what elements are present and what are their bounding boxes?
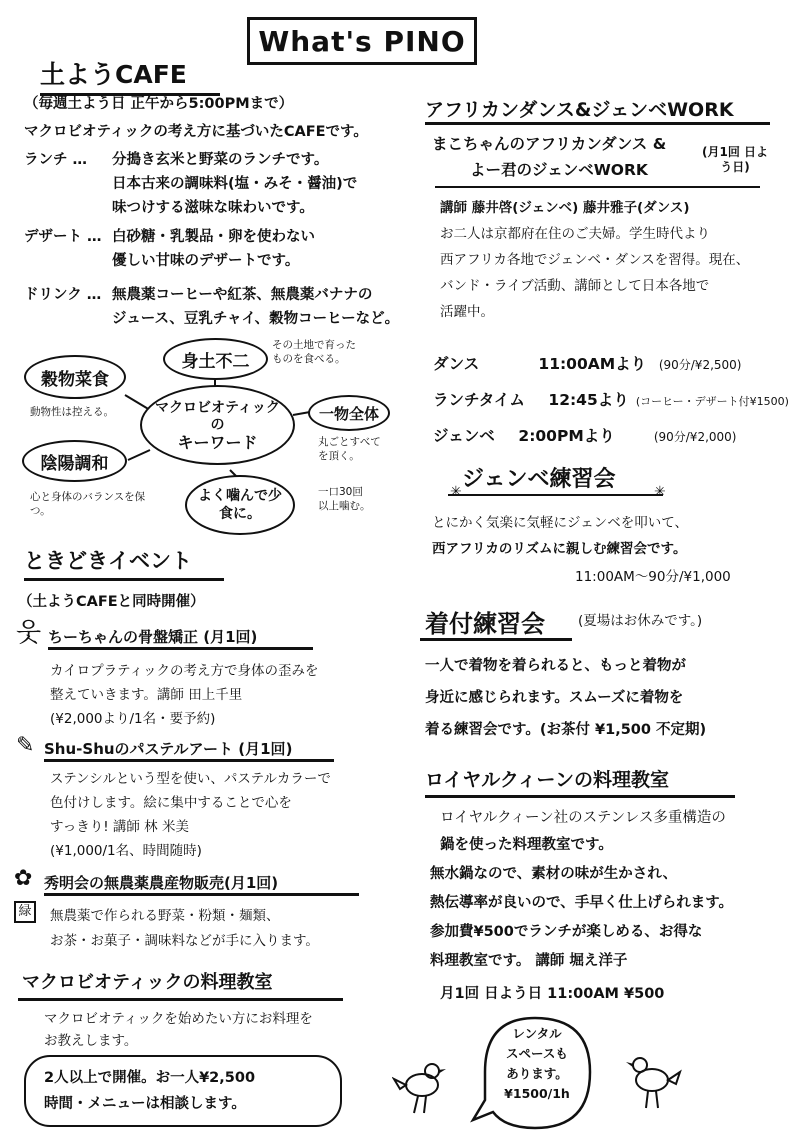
kitsuke-line: 身近に感じられます。スムーズに着物を: [425, 690, 684, 706]
macro-class-line: マクロビオティックを始めたい方にお料理を: [44, 1011, 313, 1027]
rental-line: あります。: [506, 1066, 568, 1081]
event-line: 無農薬で作られる野菜・粉類・麺類、: [50, 908, 280, 924]
macro-class-title-rule: [18, 998, 343, 1001]
keyword-chew-well: よく噛んで少食に。: [185, 475, 295, 535]
event-line: お茶・お菓子・調味料などが手に入ります。: [50, 933, 319, 949]
african-line: お二人は京都府在住のご夫婦。学生時代より: [440, 226, 710, 242]
schedule-row-djembe: [433, 424, 736, 446]
schedule-row-lunch: [433, 388, 789, 410]
event-line: (¥1,000/1名、時間随時): [50, 843, 202, 859]
royal-title: ロイヤルクィーンの料理教室: [425, 765, 735, 798]
keyword-center: [140, 385, 295, 465]
event-title: 秀明会の無農薬農産物販売(月1回): [44, 872, 359, 896]
african-sub-line: よー君のジェンベWORK: [470, 161, 648, 179]
djembe-title-rule: [448, 494, 663, 496]
royal-line: 参加費¥500でランチが楽しめる、お得な: [430, 924, 703, 940]
keyword-center-line: マクロビオティック: [155, 399, 280, 416]
bird-icon: [392, 1055, 452, 1117]
events-title: ときどきイベント: [24, 545, 224, 581]
event-title: ちーちゃんの骨盤矯正 (月1回): [48, 626, 313, 650]
royal-line: 鍋を使った料理教室です。: [440, 837, 613, 853]
kitsuke-line: 一人で着物を着られると、もっと着物が: [425, 658, 686, 674]
african-frequency: (月1回 日よう日): [701, 145, 768, 174]
keyword-note: その土地で育ったものを食べる。: [272, 339, 356, 365]
schedule-name: ダンス: [433, 355, 480, 373]
african-line: 講師 藤井啓(ジェンベ) 藤井雅子(ダンス): [440, 200, 690, 216]
schedule-time: 12:45より: [548, 391, 629, 409]
kitsuke-note: (夏場はお休みです。): [578, 613, 703, 629]
cafe-item-line: 白砂糖・乳製品・卵を使わない: [112, 229, 315, 245]
keyword-shindo-funi: 身土不二: [163, 338, 268, 380]
event-line: (¥2,000より/1名・要予約): [50, 711, 216, 727]
schedule-name: ランチタイム: [433, 391, 525, 409]
schedule-time: 11:00AMより: [538, 355, 647, 373]
rental-line: ¥1500/1h: [504, 1086, 570, 1101]
royal-line: ロイヤルクィーン社のステンレス多重構造の: [440, 810, 726, 826]
event-line: ステンシルという型を使い、パステルカラーで: [50, 771, 331, 787]
african-line: バンド・ライブ活動、講師として日本各地で: [440, 278, 710, 294]
kitsuke-line: 着る練習会です。(お茶付 ¥1,500 不定期): [425, 722, 707, 738]
keyword-note: 一口30回以上噛む。: [318, 486, 371, 512]
cafe-intro: マクロビオティックの考え方に基づいたCAFEです。: [24, 124, 368, 140]
kitsuke-title: 着付練習会: [425, 610, 545, 638]
african-sub-line: まこちゃんのアフリカンダンス &: [432, 135, 667, 153]
royal-line: 熱伝導率が良いので、手早く仕上げられます。: [430, 895, 734, 911]
macro-class-info-box: [24, 1055, 342, 1127]
keyword-ichibutsu-zentai: 一物全体: [308, 395, 390, 431]
bird-icon: [622, 1050, 682, 1112]
african-line: 活躍中。: [440, 304, 494, 320]
cafe-title: 土ようCAFE: [40, 55, 220, 96]
cafe-item-line: 味つけする滋味な味わいです。: [112, 200, 314, 216]
cafe-item-line: 優しい甘味のデザートです。: [112, 253, 300, 269]
schedule-name: ジェンベ: [433, 427, 495, 445]
rental-line: レンタル: [512, 1026, 562, 1041]
schedule-time: 2:00PMより: [518, 427, 615, 445]
african-sub-rule: [435, 186, 760, 188]
macro-class-box-line: 時間・メニューは相談します。: [44, 1096, 246, 1112]
leaf-stamp-icon: 緑: [14, 901, 36, 923]
keyword-center-line: の: [210, 416, 225, 433]
macro-class-line: お教えします。: [44, 1033, 138, 1049]
kitsuke-title-rule: [420, 638, 572, 641]
events-subtitle: （土ようCAFEと同時開催）: [18, 594, 205, 610]
djembe-line: とにかく気楽に気軽にジェンベを叩いて、: [432, 515, 688, 531]
african-line: 西アフリカ各地でジェンベ・ダンスを習得。現在、: [440, 252, 750, 268]
cafe-item-line: ジュース、豆乳チャイ、穀物コーヒーなど。: [112, 311, 400, 327]
cafe-item-label: ドリンク …: [24, 287, 102, 303]
cafe-schedule: （毎週土よう日 正午から5:00PMまで）: [24, 96, 294, 112]
schedule-note: (コーヒー・デザート付¥1500): [635, 395, 789, 408]
rental-line: スペースも: [506, 1046, 568, 1061]
royal-line: 月1回 日よう日 11:00AM ¥500: [440, 986, 665, 1002]
schedule-note: (90分/¥2,000): [653, 430, 737, 444]
flower-icon: ✿: [14, 866, 33, 891]
cafe-item-line: 分搗き玄米と野菜のランチです。: [112, 152, 329, 168]
cafe-item-line: 無農薬コーヒーや紅茶、無農薬バナナの: [112, 287, 373, 303]
sparkle-icon: ✳: [450, 484, 462, 500]
schedule-row-dance: [433, 352, 741, 374]
royal-line: 料理教室です。 講師 堀え洋子: [430, 953, 628, 969]
keyword-note: 動物性は控える。: [30, 406, 114, 418]
keyword-grain-diet: 穀物菜食: [24, 355, 126, 399]
schedule-note: (90分/¥2,500): [658, 358, 742, 372]
brush-icon: ✎: [16, 733, 35, 758]
cafe-item-label: デザート …: [24, 229, 102, 245]
event-line: 整えていきます。講師 田上千里: [50, 687, 243, 703]
event-line: すっきり! 講師 林 米美: [50, 819, 189, 835]
djembe-line: 西アフリカのリズムに親しむ練習会です。: [432, 541, 687, 557]
djembe-time: 11:00AM〜90分/¥1,000: [575, 569, 731, 585]
royal-line: 無水鍋なので、素材の味が生かされ、: [430, 866, 678, 882]
person-icon: 웃: [16, 618, 42, 648]
keyword-yinyang: 陰陽調和: [22, 440, 127, 482]
rental-text: [487, 1024, 587, 1104]
djembe-title: ジェンベ練習会: [462, 467, 616, 492]
page-title: What's PINO: [247, 17, 477, 65]
keyword-note: 丸ごとすべてを頂く。: [318, 436, 381, 462]
keyword-note: 心と身体のバランスを保つ。: [30, 491, 146, 517]
event-line: 色付けします。絵に集中することで心を: [50, 795, 292, 811]
keyword-center-line: キーワード: [177, 432, 258, 452]
event-line: カイロプラティックの考え方で身体の歪みを: [50, 663, 319, 679]
african-title: アフリカンダンス&ジェンベWORK: [425, 95, 770, 125]
cafe-item-line: 日本古来の調味料(塩・みそ・醤油)で: [112, 176, 358, 192]
event-title: Shu-Shuのパステルアート (月1回): [44, 738, 334, 762]
macro-class-title: マクロビオティックの料理教室: [22, 972, 273, 993]
sparkle-icon: ✳: [654, 484, 666, 500]
cafe-item-label: ランチ …: [24, 152, 88, 168]
macro-class-box-line: 2人以上で開催。お一人¥2,500: [44, 1070, 256, 1086]
